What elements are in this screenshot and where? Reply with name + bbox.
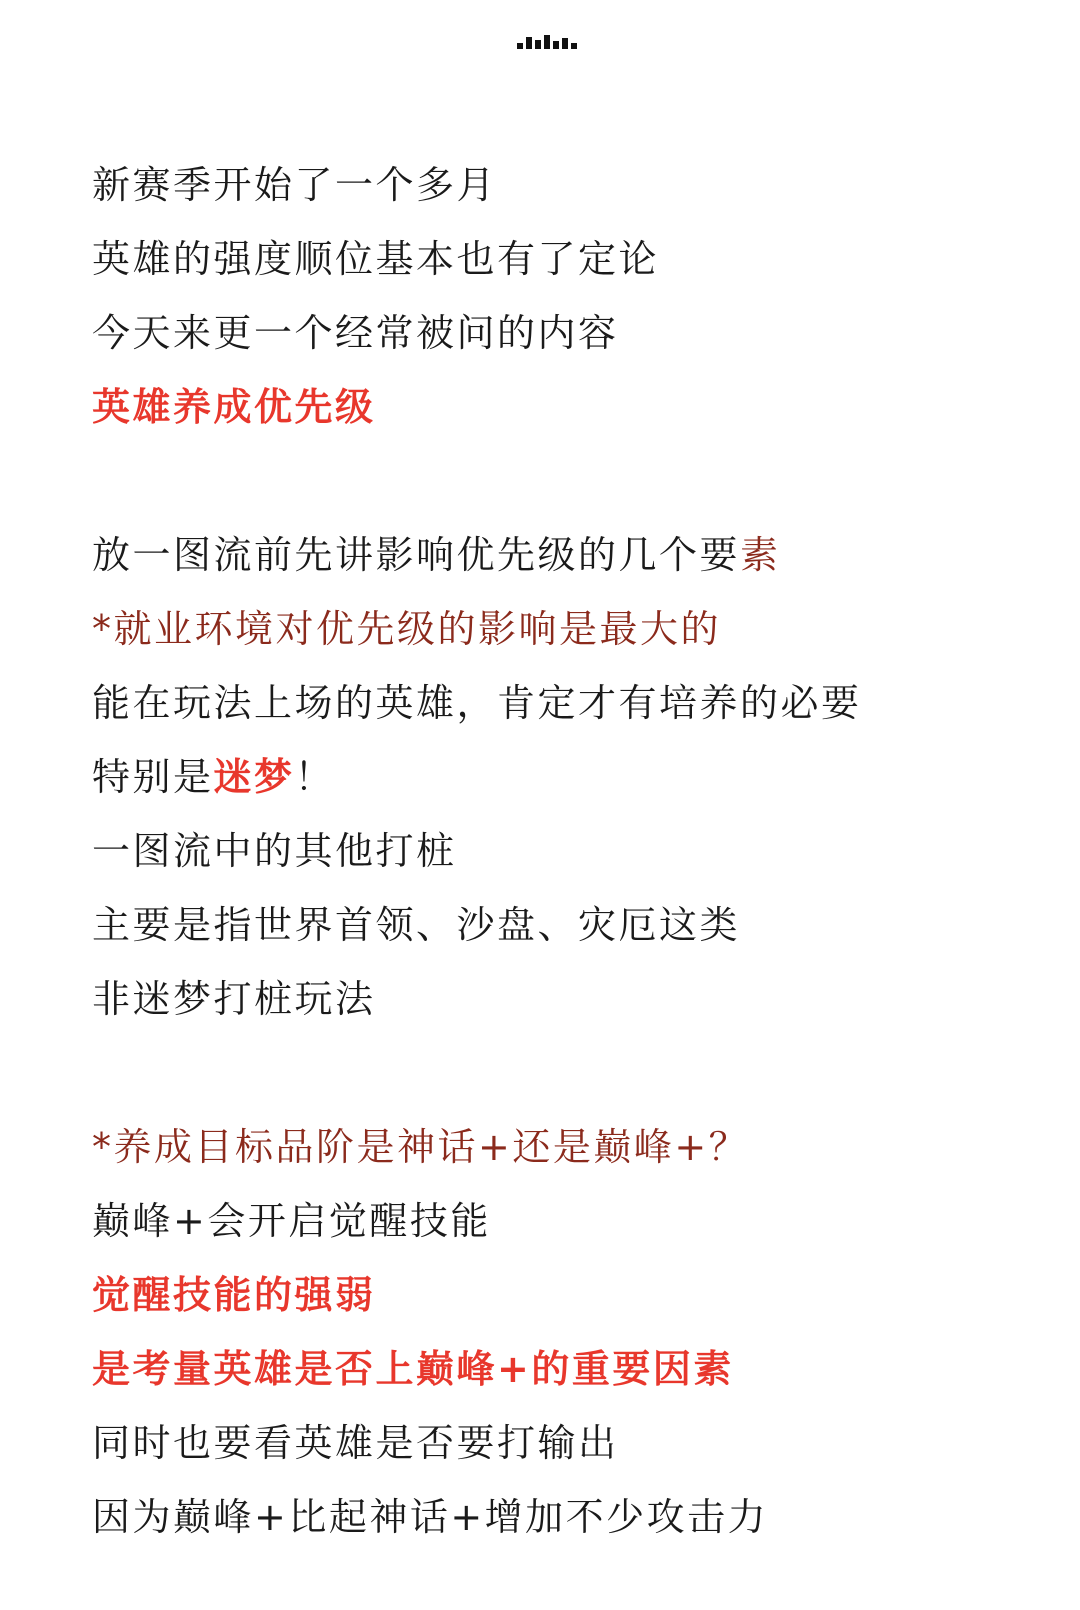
highlight-line: 觉醒技能的强弱 <box>92 1273 376 1317</box>
text-line: 因为巅峰+比起神话+增加不少攻击力 <box>92 1495 769 1539</box>
article-body <box>92 148 1052 1554</box>
subheading-line: *养成目标品阶是神话+还是巅峰+？ <box>92 1125 750 1169</box>
text-segment: 特别是 <box>92 755 214 799</box>
text-segment: ！ <box>294 755 336 799</box>
top-decoration-mark <box>517 33 577 49</box>
text-line: 一图流中的其他打桩 <box>92 829 457 873</box>
text-line: 今天来更一个经常被问的内容 <box>92 311 619 355</box>
text-segment: 放一图流前先讲影响优先级的几个要 <box>92 533 741 577</box>
text-line: 同时也要看英雄是否要打输出 <box>92 1421 619 1465</box>
text-line <box>92 740 1052 814</box>
paragraph-gap <box>92 444 1052 518</box>
text-line: 能在玩法上场的英雄，肯定才有培养的必要 <box>92 681 862 725</box>
text-line: 巅峰+会开启觉醒技能 <box>92 1199 491 1243</box>
highlight-line: 是考量英雄是否上巅峰+的重要因素 <box>92 1347 734 1391</box>
text-line <box>92 518 1052 592</box>
text-line: 新赛季开始了一个多月 <box>92 163 498 207</box>
text-line: 英雄的强度顺位基本也有了定论 <box>92 237 660 281</box>
paragraph-gap <box>92 1036 1052 1110</box>
heading-highlight: 英雄养成优先级 <box>92 385 376 429</box>
text-line: 主要是指世界首领、沙盘、灾厄这类 <box>92 903 741 947</box>
text-line: 非迷梦打桩玩法 <box>92 977 376 1021</box>
text-segment-highlight: 迷梦 <box>213 755 295 799</box>
subheading-line: *就业环境对优先级的影响是最大的 <box>92 607 722 651</box>
text-segment-highlight: 素 <box>740 533 781 577</box>
